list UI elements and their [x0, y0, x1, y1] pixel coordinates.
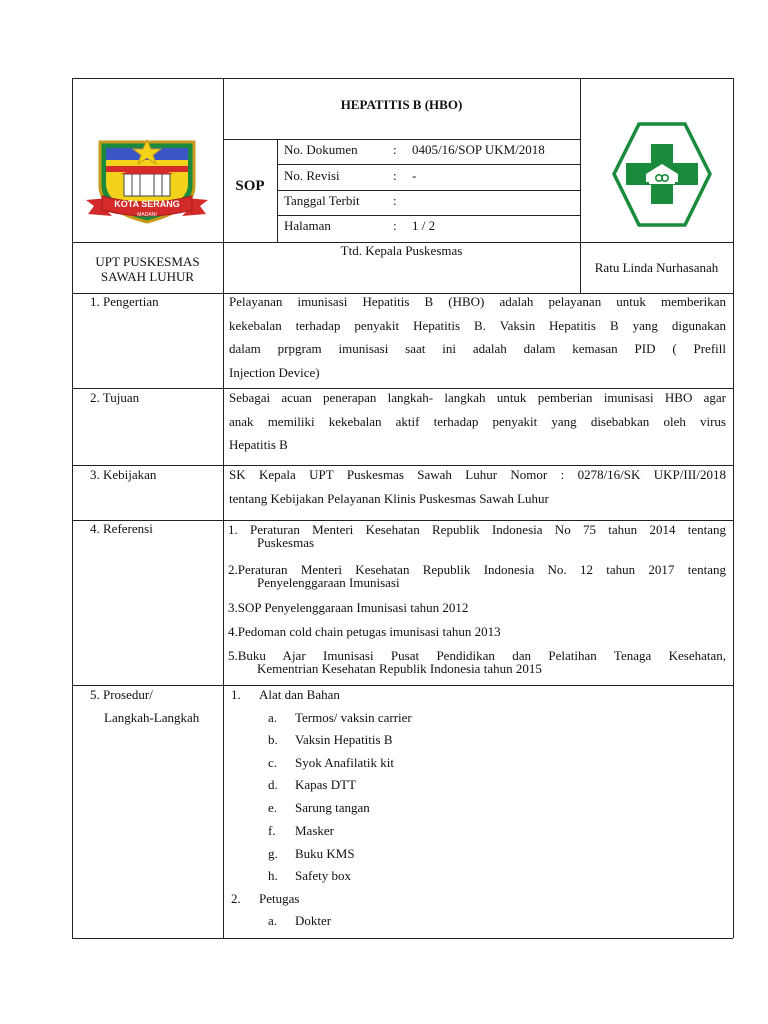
section-label-referensi: 4. Referensi [90, 521, 153, 536]
reference-item [228, 601, 726, 614]
reference-line: 2.Peraturan Menteri Kesehatan Republik Indonesia No. 12 tahun 2017 tentang [228, 562, 726, 577]
sop-label: SOP [235, 178, 265, 194]
reference-line: Puskesmas [257, 535, 315, 550]
kebijakan-line: tentang Kebijakan Pelayanan Klinis Puskesmas Sawah Luhur [229, 490, 549, 506]
procedure-group-title: Alat dan Bahan [259, 687, 340, 702]
field-label-tanggal-terbit: Tanggal Terbit [284, 193, 360, 208]
procedure-item-letter: f. [268, 823, 276, 838]
section-label-langkah: Langkah-Langkah [104, 710, 200, 725]
kebijakan-line: SK Kepala UPT Puskesmas Sawah Luhur Nomor : 0278/16/SK UKP/III/2018 [229, 467, 726, 482]
procedure-item-text: Buku KMS [295, 846, 355, 861]
procedure-group-title: Petugas [259, 891, 300, 906]
procedure-item-text: Masker [295, 823, 334, 838]
procedure-item-text: Termos/ vaksin carrier [295, 710, 412, 725]
org-name-line1: UPT PUSKESMAS [95, 254, 200, 269]
logo-madani-text: MADANI [137, 212, 157, 218]
pengertian-text [229, 290, 726, 384]
document-title: HEPATITIS B (HBO) [340, 97, 463, 112]
procedure-item-letter: e. [268, 800, 278, 815]
reference-line: 1. Peraturan Menteri Kesehatan Republik Indonesia No 75 tahun 2014 tentang [228, 522, 726, 537]
reference-item [228, 649, 726, 675]
field-sep: : [393, 168, 397, 183]
field-value-no-revisi: - [412, 168, 417, 183]
procedure-item-text: Syok Anafilatik kit [295, 755, 394, 770]
tujuan-line: Hepatitis B [229, 437, 288, 452]
pengertian-line: Pelayanan imunisasi Hepatitis B (HBO) adalah pelayanan untuk memberikan [229, 294, 726, 309]
reference-line: Kementrian Kesehatan Republik Indonesia tahun 2015 [257, 661, 542, 676]
signature-caption: Ttd. Kepala Puskesmas [340, 243, 463, 258]
section-label-pengertian: 1. Pengertian [90, 294, 159, 309]
procedure-item-letter: b. [268, 732, 278, 747]
puskesmas-logo [612, 122, 712, 228]
field-sep: : [393, 218, 397, 233]
kebijakan-text [229, 463, 726, 510]
reference-line: Penyelenggaraan Imunisasi [257, 575, 400, 590]
procedure-item-text: Kapas DTT [295, 777, 357, 792]
procedure-item-text: Safety box [295, 868, 351, 883]
pengertian-line: Injection Device) [229, 364, 320, 380]
procedure-group-number: 2. [231, 891, 241, 906]
field-sep: : [393, 193, 397, 208]
procedure-item-text: Vaksin Hepatitis B [295, 732, 393, 747]
procedure-item-text: Dokter [295, 913, 332, 928]
field-sep: : [393, 142, 397, 157]
kota-serang-emblem-icon [84, 136, 210, 228]
procedure-item-letter: g. [268, 846, 278, 861]
field-label-no-revisi: No. Revisi [284, 168, 340, 183]
reference-line: 4.Pedoman cold chain petugas imunisasi tahun 2013 [228, 624, 501, 639]
reference-item [228, 523, 726, 549]
tujuan-line: Sebagai acuan penerapan langkah- langkah untuk pemberian imunisasi HBO agar [229, 390, 726, 405]
tujuan-line: anak memiliki kekebalan aktif terhadap penyakit yang disebabkan oleh virus [229, 413, 726, 429]
procedure-item-letter: a. [268, 710, 278, 725]
reference-item [228, 563, 726, 589]
field-value-halaman: 1 / 2 [412, 218, 436, 233]
pengertian-line: kekebalan terhadap penyakit Hepatitis B. Vaksin Hepatitis B yang digunakan [229, 317, 726, 333]
procedure-item-letter: a. [268, 913, 278, 928]
pengertian-line: dalam prpgram imunisasi saat ini adalah dalam kemasan PID ( Prefill [229, 341, 726, 356]
reference-line: 5.Buku Ajar Imunisasi Pusat Pendidikan dan Pelatihan Tenaga Kesehatan, [228, 648, 726, 663]
section-label-tujuan: 2. Tujuan [90, 390, 140, 405]
procedure-item-letter: h. [268, 868, 278, 883]
reference-item [228, 625, 726, 638]
procedure-item-text: Sarung tangan [295, 800, 370, 815]
org-name-line2: SAWAH LUHUR [100, 269, 195, 284]
field-label-halaman: Halaman [284, 218, 331, 233]
procedure-item-letter: c. [268, 755, 278, 770]
logo-kota-serang-text: KOTA SERANG [114, 199, 180, 209]
procedure-item-letter: d. [268, 777, 278, 792]
procedure-group-number: 1. [231, 687, 241, 702]
section-label-kebijakan: 3. Kebijakan [90, 467, 157, 482]
field-value-no-dokumen: 0405/16/SOP UKM/2018 [412, 142, 545, 157]
kota-serang-logo [84, 136, 210, 228]
signatory-name: Ratu Linda Nurhasanah [594, 260, 719, 275]
tujuan-text [229, 386, 726, 457]
puskesmas-cross-icon [612, 122, 712, 228]
reference-line: 3.SOP Penyelenggaraan Imunisasi tahun 2012 [228, 600, 469, 615]
field-label-no-dokumen: No. Dokumen [284, 142, 358, 157]
section-label-prosedur: 5. Prosedur/ [90, 687, 153, 702]
